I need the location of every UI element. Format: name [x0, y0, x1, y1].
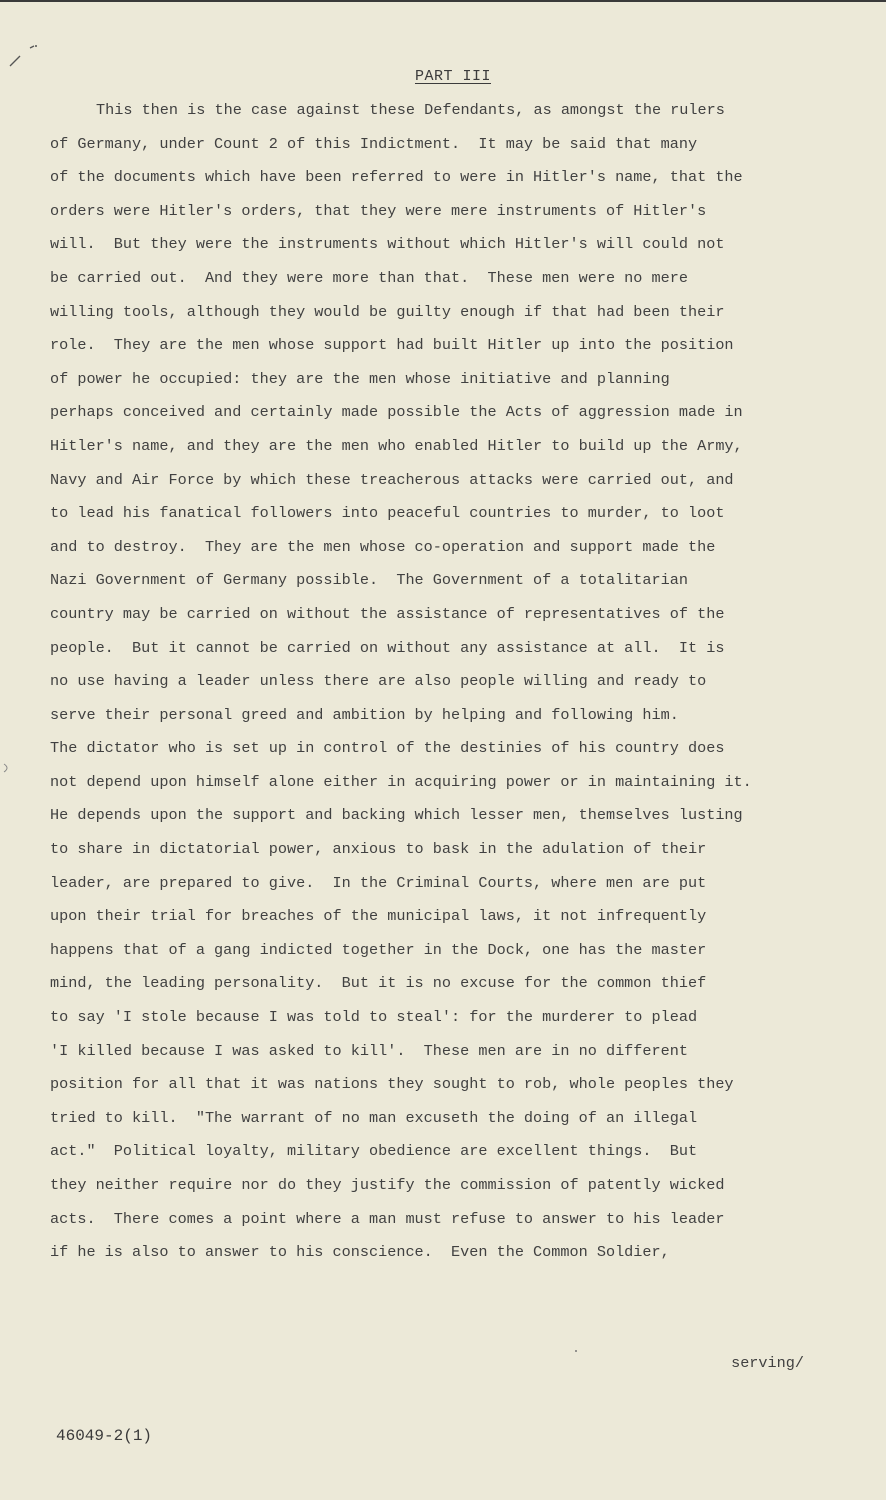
- text-line: Hitler's name, and they are the men who enabled Hitler to build up the Army,: [50, 436, 743, 455]
- text-line: acts. There comes a point where a man must refuse to answer to his leader: [50, 1209, 725, 1228]
- text-line: to say 'I stole because I was told to steal': for the murderer to plead: [50, 1008, 698, 1027]
- text-line: of Germany, under Count 2 of this Indictment. It may be said that many: [50, 134, 698, 153]
- text-line: He depends upon the support and backing which lesser men, themselves lusting: [50, 806, 743, 825]
- text-line: This then is the case against these Defendants, as amongst the rulers: [96, 101, 725, 119]
- text-line: country may be carried on without the assistance of representatives of the: [50, 604, 725, 623]
- document-body: [50, 94, 810, 1270]
- text-line: no use having a leader unless there are also people willing and ready to: [50, 672, 707, 691]
- text-line: upon their trial for breaches of the municipal laws, it not infrequently: [50, 907, 707, 926]
- text-line: if he is also to answer to his conscience. Even the Common Soldier,: [50, 1243, 670, 1262]
- text-line: of the documents which have been referred to were in Hitler's name, that the: [50, 168, 743, 187]
- document-number: 46049-2(1): [56, 1427, 153, 1445]
- text-line: of power he occupied: they are the men whose initiative and planning: [50, 369, 670, 388]
- catchword: serving/: [731, 1354, 804, 1372]
- text-line: perhaps conceived and certainly made possible the Acts of aggression made in: [50, 403, 743, 422]
- text-line: role. They are the men whose support had built Hitler up into the position: [50, 336, 734, 355]
- ink-speck: [575, 1350, 577, 1352]
- text-line: orders were Hitler's orders, that they were mere instruments of Hitler's: [50, 201, 707, 220]
- text-line: be carried out. And they were more than that. These men were no mere: [50, 268, 688, 287]
- text-line: tried to kill. "The warrant of no man excuseth the doing of an illegal: [50, 1108, 698, 1127]
- text-line: willing tools, although they would be guilty enough if that had been their: [50, 302, 725, 321]
- text-line: act." Political loyalty, military obedience are excellent things. But: [50, 1142, 698, 1161]
- margin-mark: [2, 760, 14, 776]
- text-line: The dictator who is set up in control of the destinies of his country does: [50, 739, 725, 758]
- text-line: serve their personal greed and ambition by helping and following him.: [50, 705, 679, 724]
- text-line: they neither require nor do they justify the commission of patently wicked: [50, 1176, 725, 1194]
- text-line: people. But it cannot be carried on without any assistance at all. It is: [50, 638, 725, 657]
- text-line: will. But they were the instruments without which Hitler's will could not: [50, 235, 725, 254]
- text-line: Nazi Government of Germany possible. The Government of a totalitarian: [50, 571, 688, 590]
- page-title: [0, 68, 886, 85]
- text-line: Navy and Air Force by which these treacherous attacks were carried out, and: [50, 470, 734, 489]
- text-line: leader, are prepared to give. In the Criminal Courts, where men are put: [50, 873, 707, 892]
- text-line: to lead his fanatical followers into peaceful countries to murder, to loot: [50, 504, 725, 523]
- text-line: and to destroy. They are the men whose co-operation and support made the: [50, 537, 716, 556]
- text-line: happens that of a gang indicted together in the Dock, one has the master: [50, 940, 707, 959]
- title-text: PART III: [414, 68, 491, 85]
- text-line: 'I killed because I was asked to kill'. These men are in no different: [50, 1041, 688, 1060]
- text-line: position for all that it was nations they sought to rob, whole peoples they: [50, 1075, 734, 1094]
- text-line: mind, the leading personality. But it is no excuse for the common thief: [50, 974, 707, 993]
- text-line: to share in dictatorial power, anxious to bask in the adulation of their: [50, 840, 707, 859]
- text-line: not depend upon himself alone either in acquiring power or in maintaining it.: [50, 772, 752, 791]
